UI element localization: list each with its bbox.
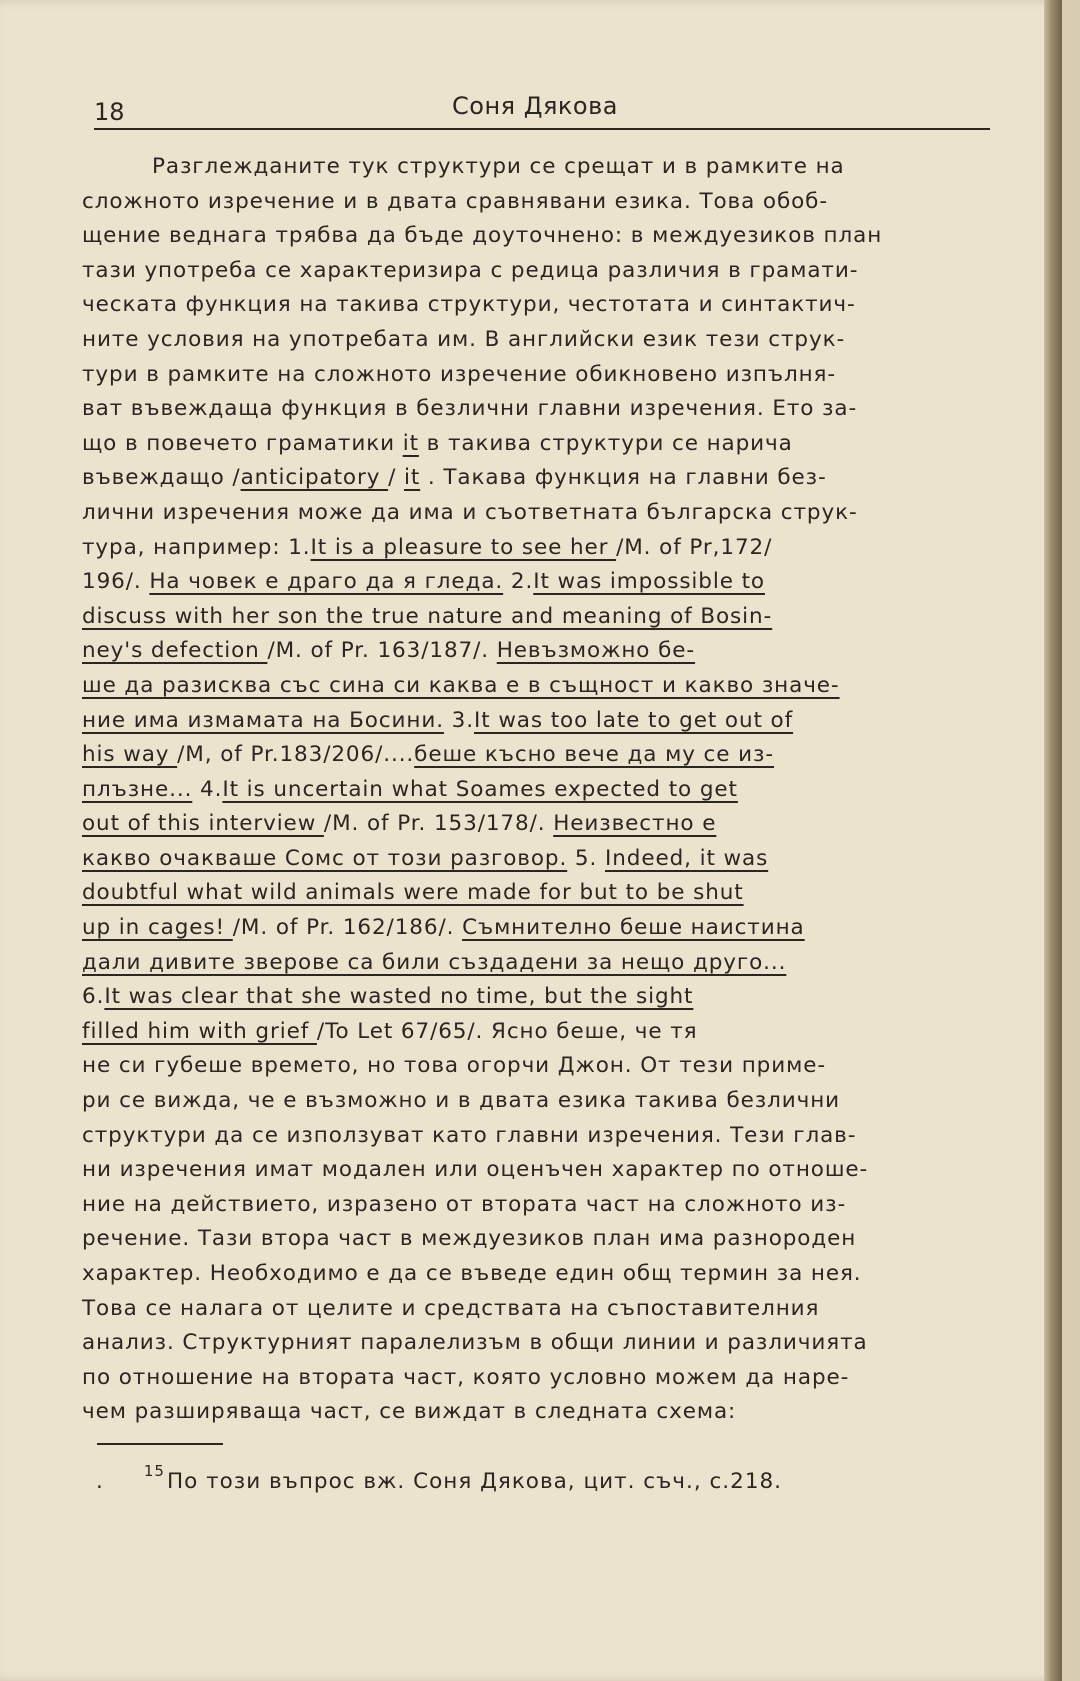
example-underline: какво очакваше Сомс от този разговор. bbox=[82, 845, 568, 871]
example-underline: дали дивите зверове са били създадени за нещо друго... bbox=[82, 949, 787, 975]
footnote bbox=[96, 1462, 1026, 1494]
text-line: по отношение на втората част, която условно можем да наре- bbox=[82, 1364, 850, 1390]
example-underline: filled him with grief bbox=[82, 1018, 317, 1044]
example-underline: Неизвестно е bbox=[553, 811, 717, 837]
footnote-number: 15 bbox=[143, 1462, 165, 1480]
text-line: ние има измамата на Босини. 3.It was too late to get out of bbox=[82, 707, 794, 733]
running-title: Соня Дякова bbox=[452, 92, 618, 120]
example-underline: It is uncertain what Soames expected to get bbox=[222, 776, 738, 802]
text-line: ни изречения имат модален или оценъчен характер по отноше- bbox=[82, 1157, 869, 1183]
text-line bbox=[82, 876, 1022, 911]
text-line bbox=[82, 669, 1022, 704]
text-line: какво очакваше Сомс от този разговор. 5. Indeed, it was bbox=[82, 845, 769, 871]
text-line: ney's defection /M. of Pr. 163/187/. Невъзможно бе- bbox=[82, 638, 696, 664]
example-underline: Съмнително беше наистина bbox=[462, 915, 805, 941]
text-line: щение веднага трябва да бъде доуточнено: в междуезиков план bbox=[82, 223, 883, 249]
text-line: filled him with grief /To Let 67/65/. Ясно беше, че тя bbox=[82, 1018, 698, 1044]
example-underline: doubtful what wild animals were made for but to be shut bbox=[82, 880, 744, 906]
text-line: тура, например: 1.It is a pleasure to see her /M. of Pr,172/ bbox=[82, 534, 773, 560]
text-line: характер. Необходимо е да се въведе един общ термин за нея. bbox=[82, 1261, 862, 1286]
text-line: ри се вижда, че е възможно и в двата езика такива безлични bbox=[82, 1088, 841, 1114]
text-line: out of this interview /M. of Pr. 153/178/. Неизвестно е bbox=[82, 811, 717, 837]
text-line: лични изречения може да има и съответната българска струк- bbox=[82, 499, 858, 525]
example-underline: плъзне... bbox=[82, 776, 193, 802]
text-line: up in cages! /M. of Pr. 162/186/. Съмнително беше наистина bbox=[82, 915, 805, 941]
text-line: 196/. На човек е драго да я гледа. 2.It was impossible to bbox=[82, 569, 765, 595]
footnote-text: По този въпрос вж. Соня Дякова, цит. съч., с.218. bbox=[166, 1469, 783, 1494]
example-underline: up in cages! bbox=[82, 915, 233, 941]
page-number: 18 bbox=[94, 98, 125, 126]
text-line: не си губеше времето, но това огорчи Джон. От тези приме- bbox=[82, 1053, 826, 1079]
text-line: тази употреба се характеризира с редица различия в грамати- bbox=[82, 257, 859, 283]
example-underline: It was impossible to bbox=[533, 569, 765, 595]
text-line: Разглежданите тук структури се срещат и в рамките на bbox=[152, 154, 845, 179]
text-line: ние на действието, изразено от втората част на сложното из- bbox=[82, 1191, 847, 1217]
example-underline: It was clear that she wasted no time, but the sight bbox=[104, 984, 694, 1010]
text-line: сложното изречение и в двата сравнявани езика. Това обоб- bbox=[82, 188, 828, 214]
example-underline: Невъзможно бе- bbox=[496, 638, 696, 664]
example-underline: it bbox=[402, 430, 419, 456]
text-line: his way /M, of Pr.183/206/....беше късно вече да му се из- bbox=[82, 742, 774, 768]
text-line bbox=[82, 600, 1022, 635]
example-underline: беше късно вече да му се из- bbox=[414, 742, 774, 768]
text-line: речение. Тази втора част в междуезиков план има разнороден bbox=[82, 1226, 857, 1252]
body-text bbox=[82, 150, 1022, 1430]
text-line: ват въвеждаща функция в безлични главни изречения. Ето за- bbox=[82, 396, 858, 422]
example-underline: Indeed, it was bbox=[605, 845, 769, 871]
text-line: въвеждащо /anticipatory / it . Такава функция на главни без- bbox=[82, 465, 827, 491]
example-underline: it bbox=[403, 465, 421, 491]
text-line: плъзне... 4.It is uncertain what Soames expected to get bbox=[82, 776, 738, 802]
example-underline: ney's defection bbox=[82, 638, 268, 664]
example-underline: out of this interview bbox=[82, 811, 324, 837]
example-underline: ше да разисква със сина си каква е в същност и какво значе- bbox=[82, 672, 840, 698]
example-underline: discuss with her son the true nature and meaning of Bosin- bbox=[82, 603, 773, 629]
footnote-rule bbox=[97, 1443, 223, 1445]
example-underline: anticipatory bbox=[240, 465, 389, 491]
text-line: ческата функция на такива структури, честотата и синтактич- bbox=[82, 292, 856, 318]
text-line bbox=[82, 946, 1022, 981]
text-line: 6.It was clear that she wasted no time, but the sight bbox=[82, 984, 694, 1010]
footnote-marker: . bbox=[96, 1469, 104, 1494]
page-header bbox=[94, 92, 990, 132]
text-line: анализ. Структурният паралелизъм в общи линии и различията bbox=[82, 1330, 868, 1356]
example-underline: It was too late to get out of bbox=[474, 707, 794, 733]
example-underline: На човек е драго да я гледа. bbox=[149, 569, 504, 595]
text-line: чем разширяваща част, се виждат в следната схема: bbox=[82, 1399, 737, 1425]
book-spine-edge bbox=[1044, 0, 1062, 1681]
text-line: структури да се използуват като главни изречения. Тези глав- bbox=[82, 1122, 857, 1148]
text-line: тури в рамките на сложното изречение обикновено изпълня- bbox=[82, 361, 837, 387]
text-line: що в повечето граматики it в такива структури се нарича bbox=[82, 430, 793, 456]
example-underline: his way bbox=[82, 742, 178, 768]
example-underline: It is a pleasure to see her bbox=[310, 534, 617, 560]
example-underline: ние има измамата на Босини. bbox=[82, 707, 444, 733]
text-line: Това се налага от целите и средствата на съпоставителния bbox=[82, 1295, 820, 1321]
text-line: ните условия на употребата им. В английски език тези струк- bbox=[82, 326, 846, 352]
header-rule bbox=[94, 128, 990, 130]
